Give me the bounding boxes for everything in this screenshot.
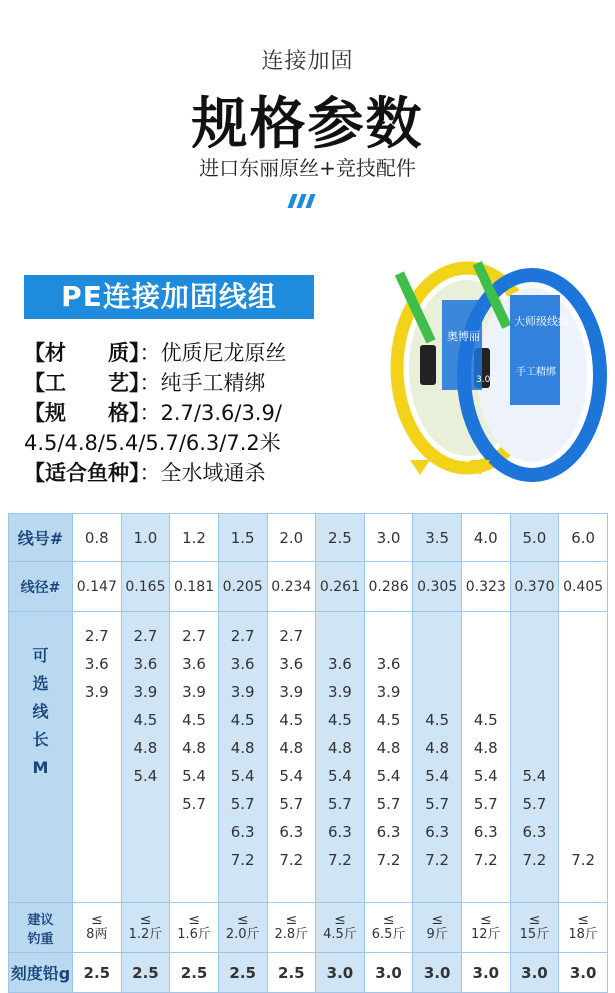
weight-value: 12斤 [471,926,501,942]
length-value: 3.9 [182,683,206,701]
line-number-cell: 0.8 [73,514,122,562]
spec-table [8,513,608,993]
spec-value: 4.5/4.8/5.4/5.7/6.3/7.2米 [24,431,281,455]
length-cell [462,612,511,903]
length-value [559,762,607,790]
weight-cell [413,903,462,953]
diameter-cell: 0.370 [510,562,559,612]
weight-cell [121,903,170,953]
length-value: 4.5 [473,711,498,729]
lead-cell: 3.0 [413,953,462,993]
lead-cell: 2.5 [73,953,122,993]
length-value [316,874,364,902]
length-value: 3.9 [230,683,255,701]
less-equal-symbol: ≤ [139,911,152,928]
label-weight [9,903,73,953]
length-value: 6.3 [522,823,547,841]
length-value: 4.8 [376,739,401,757]
length-value [511,874,559,902]
length-value: 5.7 [182,795,206,813]
length-value [511,706,559,734]
diameter-cell: 0.181 [170,562,219,612]
length-value: 4.5 [279,711,304,729]
length-value: 3.6 [133,655,158,673]
weight-value: 15斤 [519,926,550,942]
length-value [122,846,170,874]
length-value [268,874,316,902]
length-value [462,874,510,902]
less-equal-symbol: ≤ [90,911,103,928]
row-line-number [9,514,608,562]
length-value [511,678,559,706]
weight-value: 18斤 [568,926,598,942]
length-value [559,874,607,902]
length-value [170,818,218,846]
row-weight [9,903,608,953]
length-value: 3.9 [376,683,401,701]
length-value: 3.6 [376,655,401,673]
page-title: 规格参数 [191,92,424,157]
length-value: 5.7 [279,795,304,813]
weight-cell [462,903,511,953]
weight-cell [559,903,608,953]
weight-cell [73,903,122,953]
lead-cell: 3.0 [462,953,511,993]
line-number-cell: 3.5 [413,514,462,562]
weight-label-line: 钓重 [27,931,54,947]
length-value [73,790,121,818]
length-value [316,622,364,650]
length-value: 4.8 [230,739,255,757]
length-cell [316,612,365,903]
length-value: 7.2 [473,851,498,869]
less-equal-symbol: ≤ [236,911,249,928]
length-value: 3.9 [328,683,352,701]
length-value: 5.7 [425,795,450,813]
length-value: 6.3 [425,823,450,841]
length-value: 6.3 [230,823,255,841]
length-value: 4.8 [473,739,498,757]
length-value: 7.2 [328,851,352,869]
length-value: 5.4 [182,767,206,785]
length-value [559,706,607,734]
lead-cell: 3.0 [316,953,365,993]
length-value [413,622,461,650]
length-value: 5.7 [328,795,352,813]
length-value [559,734,607,762]
less-equal-symbol: ≤ [577,911,589,928]
spec-value: ：优质尼龙原丝 [139,341,287,365]
pack-brand: 奥博丽 [447,330,480,343]
spec-value: ：2.7/3.6/3.9/ [139,401,282,425]
spec-row [24,368,384,398]
lead-cell: 3.0 [510,953,559,993]
header-description: 进口东丽原丝+竞技配件 [199,156,416,180]
spec-label: 【规 格】 [24,401,140,425]
spec-label: 【适合鱼种】 [24,461,140,485]
length-value [462,622,510,650]
length-value: 4.8 [182,739,206,757]
length-value [122,874,170,902]
length-value: 5.7 [230,795,255,813]
spec-row [24,428,384,458]
lead-cell: 3.0 [364,953,413,993]
less-equal-symbol: ≤ [334,911,346,928]
weight-value: 2.8斤 [274,926,309,942]
label-length [9,612,73,903]
less-equal-symbol: ≤ [431,911,444,928]
length-value: 5.7 [473,795,498,813]
length-value: 3.6 [230,655,255,673]
weight-cell [218,903,267,953]
length-cell [170,612,219,903]
length-value [73,818,121,846]
length-value [559,678,607,706]
product-badge: PE连接加固线组 [24,275,314,319]
weight-cell [510,903,559,953]
length-label-char: 选 [32,674,49,693]
diameter-cell: 0.323 [462,562,511,612]
length-value: 5.7 [376,795,401,813]
line-number-cell: 6.0 [559,514,608,562]
diameter-cell: 0.286 [364,562,413,612]
length-cell [364,612,413,903]
diameter-cell: 0.234 [267,562,316,612]
length-value: 6.3 [328,823,352,841]
length-value: 7.2 [279,851,304,869]
length-value: 7.2 [571,851,596,869]
length-value: 7.2 [376,851,401,869]
lead-cell: 2.5 [267,953,316,993]
spec-value: ：全水域通杀 [139,461,266,485]
weight-value: 1.6斤 [177,926,211,942]
length-value: 5.4 [279,767,304,785]
lead-cell: 2.5 [121,953,170,993]
length-value: 3.6 [328,655,352,673]
diameter-cell: 0.305 [413,562,462,612]
line-number-cell: 2.0 [267,514,316,562]
slash-decoration-icon [290,193,317,212]
spec-list [24,338,384,488]
length-value: 6.3 [473,823,498,841]
diameter-cell: 0.165 [121,562,170,612]
length-value: 4.5 [328,711,352,729]
length-value: 2.7 [133,627,158,645]
line-number-cell: 5.0 [510,514,559,562]
length-cell [413,612,462,903]
length-value: 3.9 [133,683,158,701]
length-value [73,706,121,734]
length-value [73,734,121,762]
length-value [559,650,607,678]
length-value: 7.2 [425,851,450,869]
length-value: 4.5 [182,711,206,729]
diameter-cell: 0.405 [559,562,608,612]
spec-label: 【工 艺】 [24,371,140,395]
pack-title: 大师级线组 [514,315,569,328]
length-value [559,622,607,650]
weight-value: 2.0斤 [225,926,260,942]
less-equal-symbol: ≤ [285,911,298,928]
length-value [170,846,218,874]
spec-row [24,398,384,428]
less-equal-symbol: ≤ [382,911,395,928]
diameter-cell: 0.261 [316,562,365,612]
length-value: 2.7 [230,627,255,645]
line-number-cell: 3.0 [364,514,413,562]
length-value: 3.6 [279,655,304,673]
length-value: 6.3 [376,823,401,841]
row-lead [9,953,608,993]
length-value: 4.5 [425,711,450,729]
length-value [73,874,121,902]
length-value: 7.2 [230,851,255,869]
diameter-cell: 0.205 [218,562,267,612]
weight-value: 9斤 [426,926,448,942]
length-value: 3.6 [182,655,206,673]
length-value [511,650,559,678]
label-diameter: 线径# [9,562,73,612]
length-value [511,622,559,650]
weight-value: 6.5斤 [371,926,406,942]
less-equal-symbol: ≤ [528,911,541,928]
weight-cell [267,903,316,953]
length-value [73,846,121,874]
length-cell [510,612,559,903]
length-value: 2.7 [182,627,206,645]
length-value: 3.6 [84,655,109,673]
diameter-cell: 0.147 [73,562,122,612]
length-value [413,874,461,902]
weight-cell [316,903,365,953]
length-value: 5.4 [522,767,547,785]
lead-cell: 3.0 [559,953,608,993]
length-value: 4.8 [328,739,352,757]
length-value: 3.9 [84,683,109,701]
length-value [365,874,413,902]
length-value [170,874,218,902]
length-cell [559,612,608,903]
spec-label: 【材 质】 [24,341,140,365]
length-value: 2.7 [84,627,109,645]
label-line-number: 线号# [9,514,73,562]
line-number-cell: 1.0 [121,514,170,562]
length-cell [73,612,122,903]
less-equal-symbol: ≤ [479,911,492,928]
length-cell [267,612,316,903]
length-value: 3.9 [279,683,304,701]
weight-cell [364,903,413,953]
spec-value: ：纯手工精绑 [139,371,266,395]
length-value: 4.5 [230,711,255,729]
less-equal-symbol: ≤ [188,911,200,928]
lead-cell: 2.5 [170,953,219,993]
row-length [9,612,608,903]
product-image [392,250,607,485]
lead-cell: 2.5 [218,953,267,993]
label-lead: 刻度铅g [9,953,73,993]
length-value [73,762,121,790]
length-value [462,650,510,678]
line-number-cell: 2.5 [316,514,365,562]
length-value [462,678,510,706]
length-value: 4.8 [133,739,158,757]
length-value [365,622,413,650]
length-value: 5.4 [376,767,401,785]
row-diameter [9,562,608,612]
line-number-cell: 4.0 [462,514,511,562]
length-label-char: 长 [32,730,49,749]
length-value: 5.7 [522,795,547,813]
length-value: 5.4 [425,767,450,785]
length-value [559,790,607,818]
length-value [219,874,267,902]
length-value: 2.7 [279,627,304,645]
weight-value: 4.5斤 [323,926,357,942]
length-value: 4.5 [133,711,158,729]
length-value: 5.4 [473,767,498,785]
length-cell [121,612,170,903]
length-value [413,678,461,706]
pack-weight: 3.0g [476,375,497,385]
length-value: 6.3 [279,823,304,841]
weight-value: 1.2斤 [128,926,163,942]
header-subtitle: 连接加固 [261,49,354,74]
length-value [122,818,170,846]
length-value: 4.5 [376,711,401,729]
length-value: 5.4 [133,767,158,785]
weight-cell [170,903,219,953]
length-value: 4.8 [279,739,304,757]
length-value: 7.2 [522,851,547,869]
length-label-char: 可 [32,646,49,665]
spec-row [24,338,384,368]
length-value: 5.4 [328,767,352,785]
line-number-cell: 1.5 [218,514,267,562]
length-value [122,790,170,818]
length-value [413,650,461,678]
weight-value: 8两 [86,926,108,942]
length-value: 5.4 [230,767,255,785]
length-value [559,818,607,846]
spec-row [24,458,384,488]
length-value [511,734,559,762]
pack-note: 手工精绑 [516,367,556,378]
length-label-char: M [32,758,49,777]
length-cell [218,612,267,903]
length-value: 4.8 [425,739,450,757]
line-number-cell: 1.2 [170,514,219,562]
length-label-char: 线 [32,702,49,721]
weight-label-line: 建议 [27,912,54,928]
